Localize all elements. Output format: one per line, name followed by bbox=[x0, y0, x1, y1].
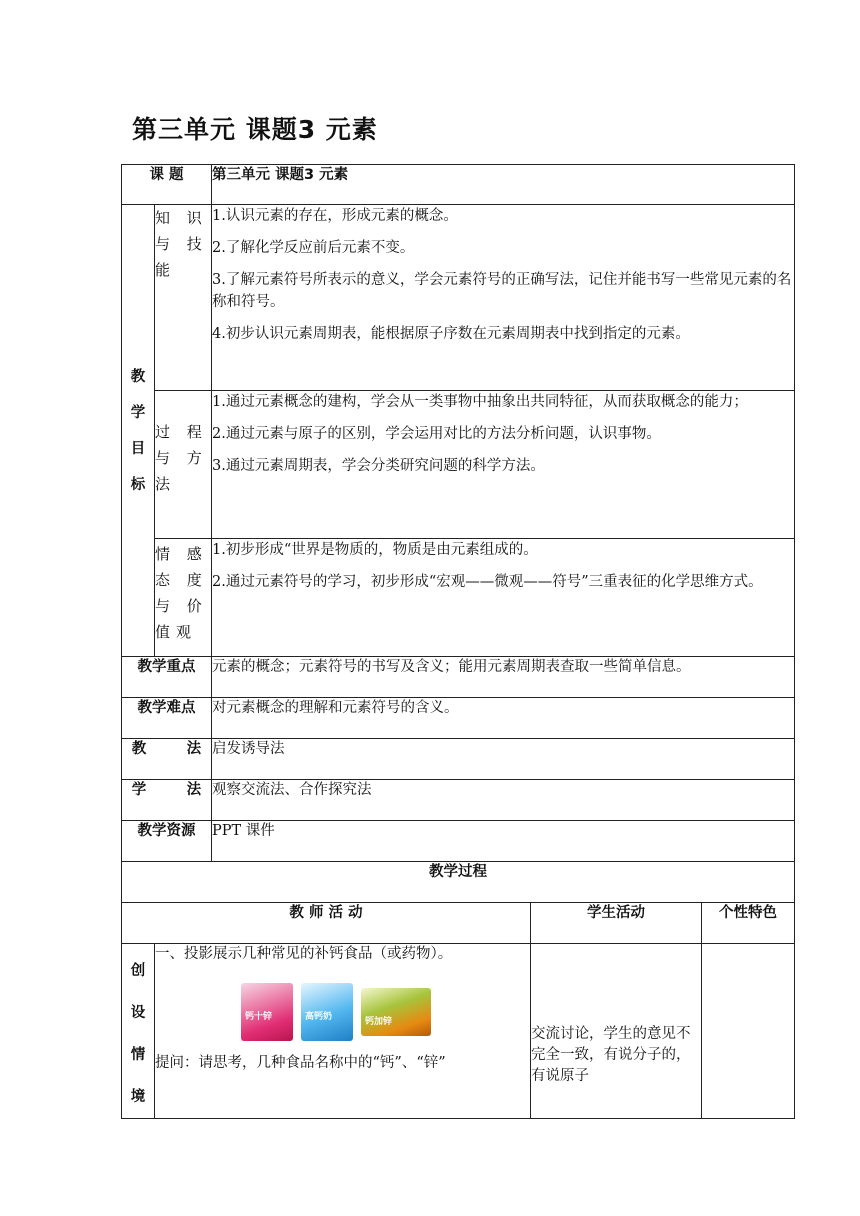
objectives-char: 学 bbox=[130, 404, 146, 421]
objective-item: 3.通过元素周期表，学会分类研究问题的科学方法。 bbox=[212, 458, 545, 474]
objectives-char: 教 bbox=[130, 368, 146, 385]
objective-item: 1.初步形成“世界是物质的，物质是由元素组成的。 bbox=[212, 542, 538, 558]
feature-column-header: 个性特色 bbox=[702, 903, 795, 944]
learning-method-value: 观察交流法、合作探究法 bbox=[212, 780, 795, 821]
stage-label: 创 设 情 境 bbox=[122, 944, 155, 1119]
difficulties-row bbox=[122, 698, 795, 739]
teacher-text-2: 提问：请思考，几种食品名称中的“钙”、“锌” bbox=[155, 1055, 446, 1071]
process-header-row bbox=[122, 862, 795, 903]
process-row bbox=[122, 391, 795, 539]
key-points-value: 元素的概念；元素符号的书写及含义；能用元素周期表查取一些简单信息。 bbox=[212, 657, 795, 698]
objective-item: 1.通过元素概念的建构，学会从一类事物中抽象出共同特征，从而获取概念的能力； bbox=[212, 394, 748, 410]
difficulties-value: 对元素概念的理解和元素符号的含义。 bbox=[212, 698, 795, 739]
topic-row bbox=[122, 165, 795, 205]
calcium-zinc-box-image: 钙十锌 bbox=[241, 983, 293, 1041]
objective-item: 4.初步认识元素周期表，能根据原子序数在元素周期表中找到指定的元素。 bbox=[212, 326, 690, 342]
product-images bbox=[241, 983, 530, 1041]
student-column-header: 学生活动 bbox=[531, 903, 702, 944]
student-activity: 交流讨论，学生的意见不完全一致，有说分子的，有说原子 bbox=[531, 944, 702, 1119]
key-points-label: 教学重点 bbox=[122, 657, 212, 698]
teaching-method-label: 教 法 bbox=[122, 739, 212, 780]
difficulties-label: 教学难点 bbox=[122, 698, 212, 739]
key-points-row bbox=[122, 657, 795, 698]
calcium-zinc-bottle-image: 钙加锌 bbox=[361, 988, 431, 1036]
topic-label: 课 题 bbox=[122, 165, 212, 205]
objectives-char: 目 bbox=[130, 440, 146, 457]
teaching-method-value: 启发诱导法 bbox=[212, 739, 795, 780]
knowledge-label: 知 识 与 技 能 bbox=[155, 205, 212, 391]
teaching-method-row bbox=[122, 739, 795, 780]
objectives-char: 标 bbox=[130, 476, 146, 493]
process-header: 教学过程 bbox=[122, 862, 795, 903]
teacher-activity bbox=[155, 944, 531, 1119]
emotion-row bbox=[122, 539, 795, 657]
knowledge-row bbox=[122, 205, 795, 391]
knowledge-content bbox=[212, 205, 795, 391]
stage-row bbox=[122, 944, 795, 1119]
process-label: 过 程 与 方 法 bbox=[155, 391, 212, 539]
column-header-row bbox=[122, 903, 795, 944]
resources-value: PPT 课件 bbox=[212, 821, 795, 862]
feature-cell bbox=[702, 944, 795, 1119]
teacher-column-header: 教 师 活 动 bbox=[122, 903, 531, 944]
learning-method-label: 学 法 bbox=[122, 780, 212, 821]
process-content bbox=[212, 391, 795, 539]
objective-item: 2.了解化学反应前后元素不变。 bbox=[212, 240, 415, 256]
high-calcium-milk-box-image: 高钙奶 bbox=[301, 983, 353, 1041]
resources-label: 教学资源 bbox=[122, 821, 212, 862]
lesson-plan-table bbox=[121, 164, 795, 1119]
emotion-label: 情 感 态 度 与 价 值观 bbox=[155, 539, 212, 657]
emotion-content bbox=[212, 539, 795, 657]
resources-row bbox=[122, 821, 795, 862]
objective-item: 3.了解元素符号所表示的意义，学会元素符号的正确写法，记住并能书写一些常见元素的名称和符号。 bbox=[212, 272, 792, 310]
teacher-text-1: 一、投影展示几种常见的补钙食品（或药物）。 bbox=[155, 946, 453, 962]
page-title: 第三单元 课题3 元素 bbox=[132, 115, 378, 144]
objectives-label bbox=[122, 205, 155, 657]
topic-value: 第三单元 课题3 元素 bbox=[212, 165, 795, 205]
objective-item: 2.通过元素符号的学习，初步形成“宏观——微观——符号”三重表征的化学思维方式。 bbox=[212, 574, 763, 590]
objective-item: 2.通过元素与原子的区别，学会运用对比的方法分析问题，认识事物。 bbox=[212, 426, 661, 442]
objective-item: 1.认识元素的存在，形成元素的概念。 bbox=[212, 208, 458, 224]
learning-method-row bbox=[122, 780, 795, 821]
